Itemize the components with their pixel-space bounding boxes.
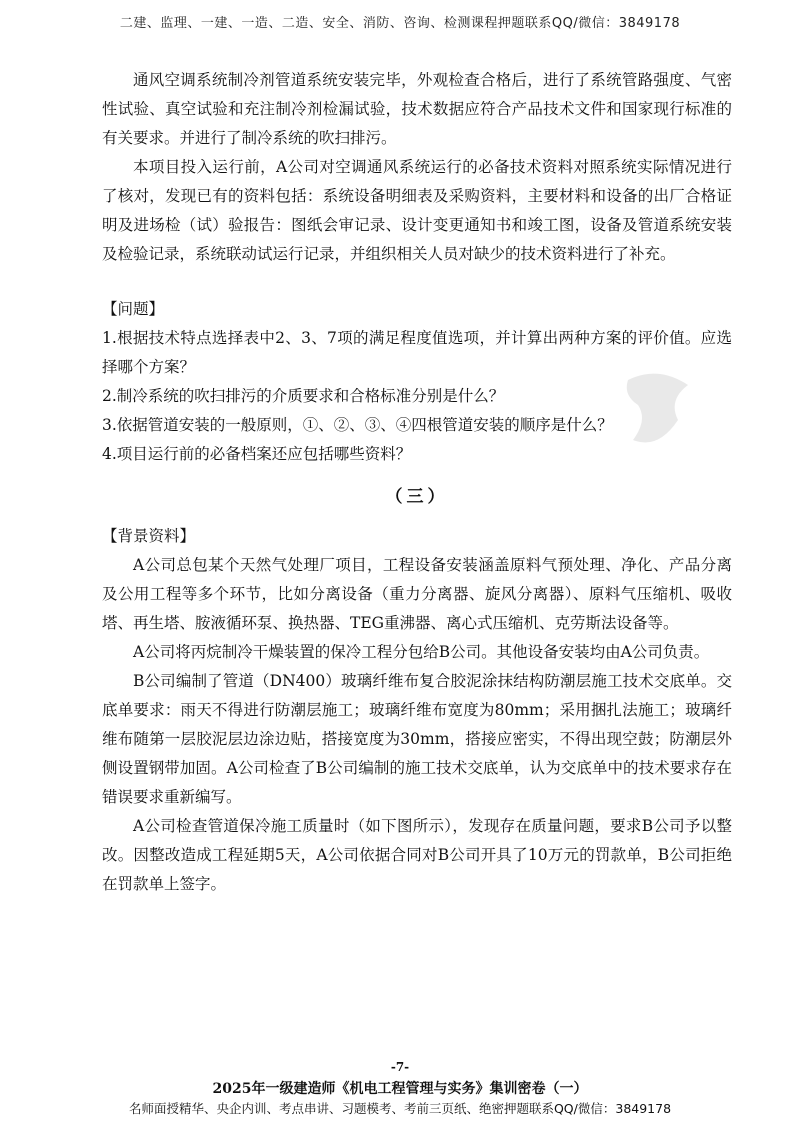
question-item: 4.项目运行前的必备档案还应包括哪些资料？	[102, 445, 412, 463]
background-paragraph: A公司将丙烷制冷干燥装置的保冷工程分包给B公司。其他设备安装均由A公司负责。	[133, 643, 710, 661]
background-paragraph: B公司编制了管道（DN400）玻璃纤维布复合胶泥涂抹结构防潮层施工技术交底单。交底单要求：雨天不得进行防潮层施工；玻璃纤维布宽度为80mm；采用捆扎法施工；玻璃纤维布随第一层胶泥层边涂边贴，搭接宽度为30mm，搭接应密实，不得出现空鼓；防潮层外侧设置钢带加固。A公司检查了B公司编制的施工技术交底单，认为交底单中的技术要求存在错误要求重新编写。	[102, 672, 732, 806]
background-paragraph: A公司总包某个天然气处理厂项目，工程设备安装涵盖原料气预处理、净化、产品分离及公用工程等多个环节，比如分离设备（重力分离器、旋风分离器）、原料气压缩机、吸收塔、再生塔、胺液循环泵、换热器、TEG重沸器、离心式压缩机、克劳斯法设备等。	[102, 556, 732, 632]
question-item: 3.依据管道安装的一般原则，①、②、③、④四根管道安装的顺序是什么？	[102, 416, 613, 434]
question-item: 1.根据技术特点选择表中2、3、7项的满足程度值选项，并计算出两种方案的评价值。应选择哪个方案？	[102, 329, 732, 376]
page-header-ad: 二建、监理、一建、一造、二造、安全、消防、咨询、检测课程押题联系QQ/微信：3849178	[119, 16, 681, 31]
paragraph-archives: 本项目投入运行前，A公司对空调通风系统运行的必备技术资料对照系统实际情况进行了核对，发现已有的资料包括：系统设备明细表及采购资料，主要材料和设备的出厂合格证明及进场检（试）验报告：图纸会审记录、设计变更通知书和竣工图，设备及管道系统安装及检验记录，系统联动试运行记录，并组织相关人员对缺少的技术资料进行了补充。	[102, 158, 732, 263]
footer-ad: 名师面授精华、央企内训、考点串讲、习题模考、考前三页纸、绝密押题联系QQ/微信：3849178	[128, 1101, 672, 1116]
page-number: -7-	[390, 1060, 410, 1074]
background-paragraph: A公司检查管道保冷施工质量时（如下图所示），发现存在质量问题，要求B公司予以整改。因整改造成工程延期5天，A公司依据合同对B公司开具了10万元的罚款单，B公司拒绝在罚款单上签字。	[102, 817, 732, 893]
background-heading: 【背景资料】	[102, 527, 196, 545]
questions-heading: 【问题】	[102, 300, 165, 318]
document-body	[102, 66, 732, 899]
footer-title: 2025年一级建造师《机电工程管理与实务》集训密卷（一）	[212, 1081, 588, 1097]
paragraph-refrigeration: 通风空调系统制冷剂管道系统安装完毕，外观检查合格后，进行了系统管路强度、气密性试验、真空试验和充注制冷剂检漏试验，技术数据应符合产品技术文件和国家现行标准的有关要求。并进行了制冷系统的吹扫排污。	[102, 71, 732, 147]
section-title: （三）	[385, 487, 449, 507]
question-item: 2.制冷系统的吹扫排污的介质要求和合格标准分别是什么？	[102, 387, 505, 405]
